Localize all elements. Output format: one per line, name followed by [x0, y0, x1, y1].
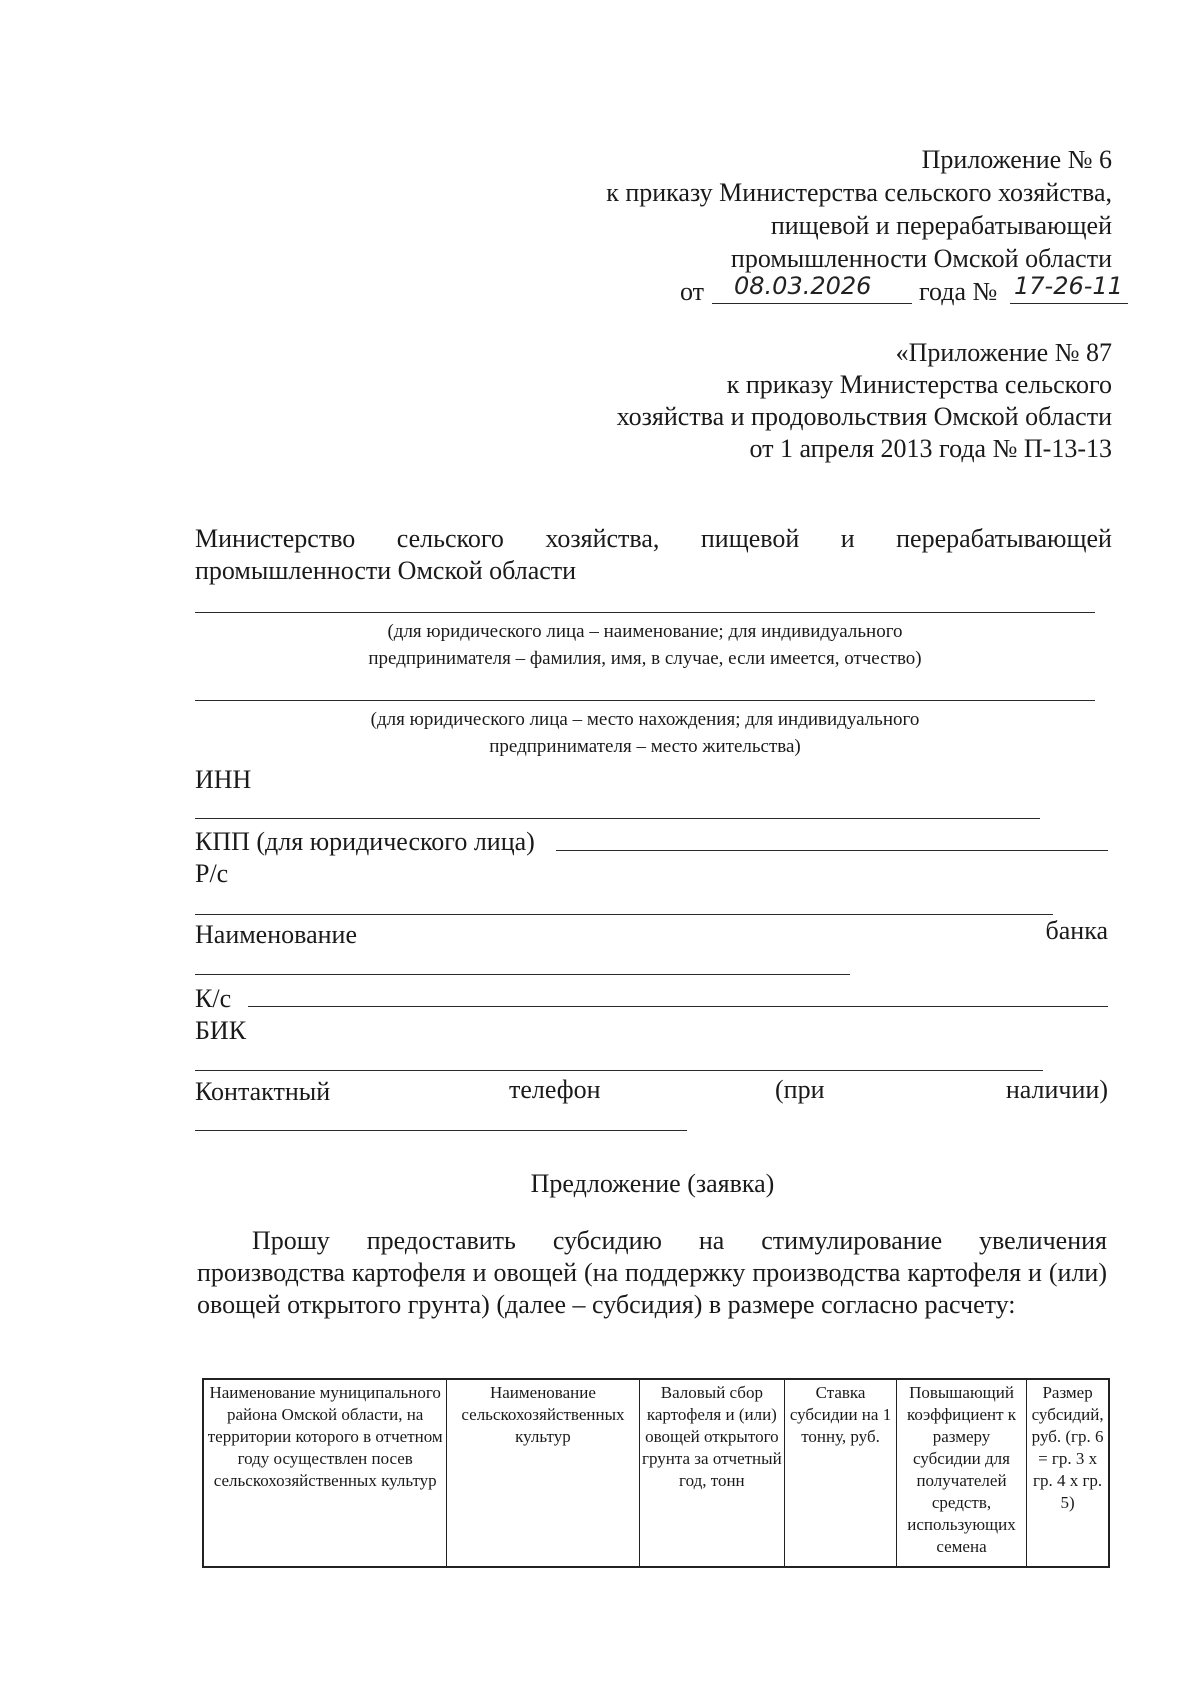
- table-header-cell: Наименование сельскохозяйственных культур: [447, 1379, 639, 1567]
- bik-label: БИК: [195, 1016, 247, 1045]
- table-header-cell: Размер субсидий, руб. (гр. 6 = гр. 3 х гр. 4 х гр. 5): [1027, 1379, 1109, 1567]
- order-date-field: [712, 272, 912, 306]
- ks-label: К/с: [195, 984, 232, 1013]
- addressee-word: хозяйства,: [545, 524, 660, 553]
- addressee-word: сельского: [396, 524, 504, 553]
- addressee-word: и: [840, 524, 855, 553]
- phone-word-3: (при: [775, 1075, 825, 1104]
- appendix-6-line4: промышленности Омской области: [730, 244, 1112, 273]
- order-year-label: года №: [919, 277, 998, 306]
- phone-line: [195, 1130, 687, 1131]
- phone-word-1: Контактный: [195, 1077, 331, 1106]
- bik-line: [195, 1070, 1043, 1071]
- addressee-word: перерабатывающей: [896, 524, 1112, 553]
- table-header-row: [203, 1379, 1109, 1567]
- applicant-name-caption: (для юридического лица – наименование; для индивидуального предпринимателя – фамилия, имя, в случае, если имеется, отчество): [368, 621, 922, 669]
- table-header-cell: Наименование муниципального района Омской области, на территории которого в отчетном году осуществлен посев сельскохозяйственных культур: [203, 1379, 447, 1567]
- addressee-line1: [195, 523, 1112, 554]
- subsidy-calculation-table: [202, 1378, 1110, 1568]
- appendix-6-title: Приложение № 6: [921, 145, 1112, 174]
- kpp-line: [556, 850, 1108, 851]
- request-paragraph: Прошу предоставить субсидию на стимулирование увеличения производства картофеля и овощей (на поддержку производства картофеля и (или) овощей открытого грунта) (далее – субсидия) в размере согласно расчету:: [197, 1226, 1107, 1319]
- inn-label: ИНН: [195, 765, 252, 794]
- ks-line: [248, 1006, 1108, 1007]
- addressee-line2: промышленности Омской области: [195, 556, 577, 585]
- addressee-word: пищевой: [700, 524, 800, 553]
- bank-name-line: [195, 974, 850, 975]
- appendix-87-line2: к приказу Министерства сельского: [726, 370, 1112, 399]
- appendix-87-title: «Приложение № 87: [895, 338, 1112, 367]
- inn-line: [195, 818, 1040, 819]
- rs-line: [195, 914, 1053, 915]
- rs-label: Р/с: [195, 859, 229, 888]
- bank-word-label: банка: [1045, 916, 1108, 945]
- phone-word-2: телефон: [509, 1075, 601, 1104]
- appendix-87-line4: от 1 апреля 2013 года № П-13-13: [749, 434, 1112, 463]
- appendix-6-line2: к приказу Министерства сельского хозяйства,: [606, 178, 1112, 207]
- phone-word-4: наличии): [1005, 1075, 1108, 1104]
- kpp-label: КПП (для юридического лица): [195, 827, 535, 856]
- bank-name-label: Наименование: [195, 920, 357, 949]
- order-number-field: [1010, 272, 1128, 306]
- order-from-label: от: [680, 277, 705, 306]
- table-header-cell: Ставка субсидии на 1 тонну, руб.: [785, 1379, 897, 1567]
- applicant-address-line: [195, 700, 1095, 701]
- appendix-87-line3: хозяйства и продовольствия Омской области: [616, 402, 1112, 431]
- appendix-6-line3: пищевой и перерабатывающей: [770, 211, 1112, 240]
- document-title: Предложение (заявка): [530, 1169, 775, 1198]
- order-date-handwritten: 08.03.2026: [734, 272, 872, 300]
- applicant-name-line: [195, 612, 1095, 613]
- applicant-address-caption: (для юридического лица – место нахождения; для индивидуального предпринимателя – место жительства): [370, 709, 920, 757]
- table-header-cell: Валовый сбор картофеля и (или) овощей открытого грунта за отчетный год, тонн: [639, 1379, 785, 1567]
- order-number-handwritten: 17-26-11: [1014, 272, 1123, 300]
- table-header-cell: Повышающий коэффициент к размеру субсидии для получателей средств, использующих семена: [896, 1379, 1026, 1567]
- addressee-word: Министерство: [195, 524, 356, 553]
